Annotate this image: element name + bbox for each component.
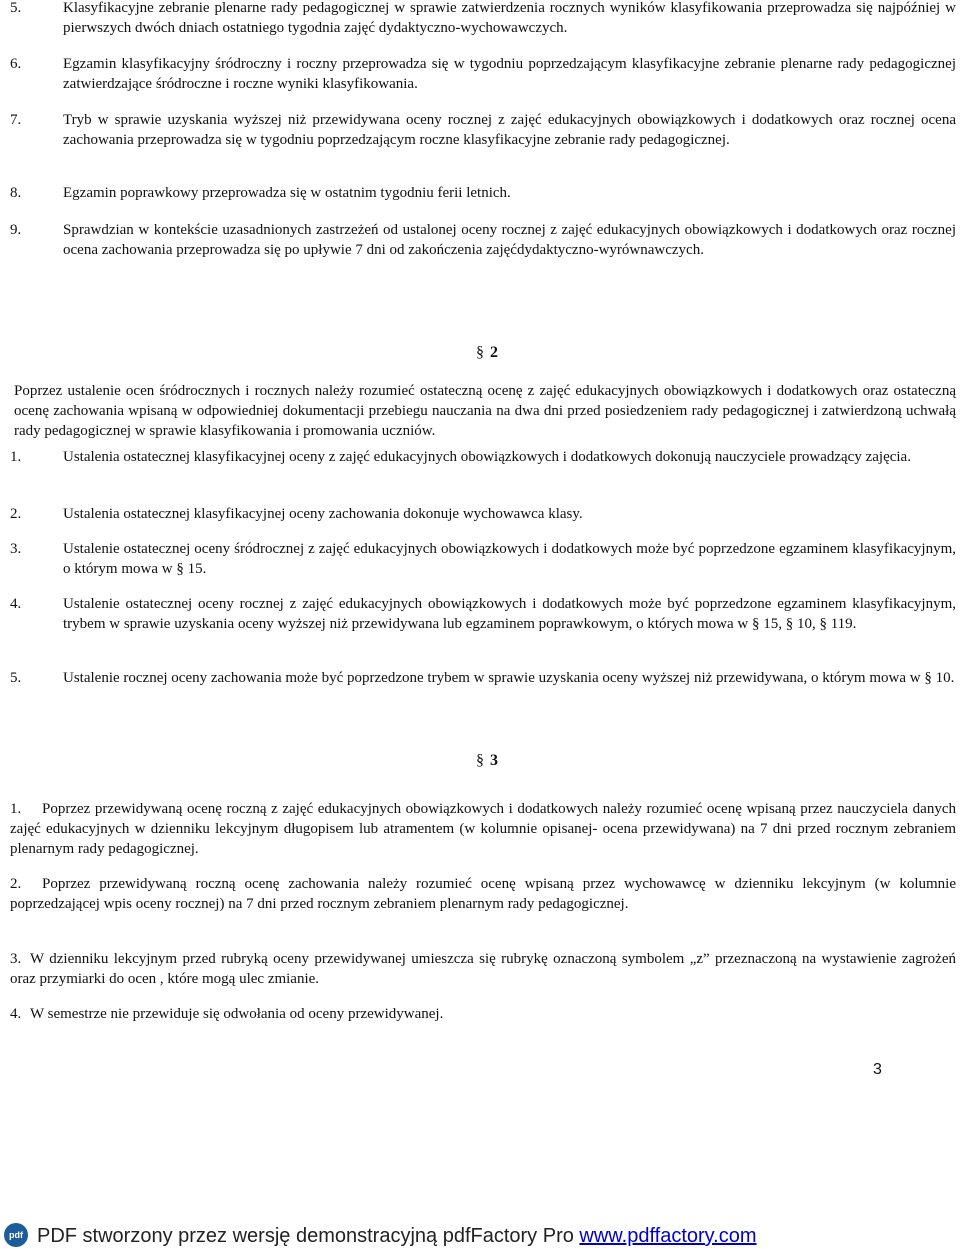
list-item <box>10 0 956 38</box>
list-item-number: 3. <box>10 541 22 557</box>
list-item-text: Poprzez przewidywaną ocenę roczną z zajęć edukacyjnych obowiązkowych i dodatkowych należy rozumieć ocenę wpisaną przez nauczyciela danych zajęć edukacyjnych w dzienniku lekcyjnym długopisem lub atramentem (w kolumnie opisanej- ocena przewidywana) na 7 dni przed rocznym zebraniem plenarnym rady pedagogicznej. <box>10 801 956 857</box>
list-item <box>10 110 956 150</box>
footer-label: PDF stworzony przez wersję demonstracyjną pdfFactory Pro <box>37 1225 580 1247</box>
section-symbol: § <box>476 344 484 361</box>
list-item <box>10 504 956 524</box>
section-intro: Poprzez ustalenie ocen śródrocznych i rocznych należy rozumieć ostateczną ocenę z zajęć edukacyjnych obowiązkowych i dodatkowych oraz ostateczną ocenę zachowania wpisaną w odpowiedniej dokumentacji przebiegu nauczania na dwa dni przed posiedzeniem rady pedagogicznej i zatwierdzoną uchwałą rady pedagogicznej w sprawie klasyfikowania i promowania uczniów. <box>14 383 956 439</box>
list-item-text: Klasyfikacyjne zebranie plenarne rady pedagogicznej w sprawie zatwierdzenia rocznych wyników klasyfikowania przeprowadza się najpóźniej w pierwszych dwóch dniach ostatniego tygodnia zajęć dydaktyczno-wychowawczych. <box>63 0 956 36</box>
list-item-number: 4. <box>10 1006 22 1022</box>
list-item-text: Egzamin poprawkowy przeprowadza się w ostatnim tygodniu ferii letnich. <box>63 185 511 201</box>
list-item <box>10 668 956 688</box>
footer-link[interactable]: www.pdffactory.com <box>579 1225 757 1247</box>
list-item-text: Ustalenie ostatecznej oceny śródrocznej z zajęć edukacyjnych obowiązkowych i dodatkowych może być poprzedzone egzaminem klasyfikacyjnym, o którym mowa w § 15. <box>63 541 956 577</box>
list-item <box>10 447 956 467</box>
list-item-text: W semestrze nie przewiduje się odwołania od oceny przewidywanej. <box>30 1006 444 1022</box>
list-item-number: 8. <box>10 185 22 201</box>
list-item-number: 1. <box>10 449 22 465</box>
list-item <box>10 594 956 634</box>
list-item-text: W dzienniku lekcyjnym przed rubryką oceny przewidywanej umieszcza się rubrykę oznaczoną symbolem „z” przeznaczoną na wystawienie zagrożeń oraz przymiarki do ocen , które mogą ulec zmianie. <box>10 951 956 987</box>
list-item <box>10 539 956 579</box>
list-item-text: Ustalenia ostatecznej klasyfikacyjnej oceny zachowania dokonuje wychowawca klasy. <box>63 506 583 522</box>
list-item-number: 6. <box>10 56 22 72</box>
list-item-text: Ustalenie rocznej oceny zachowania może być poprzedzone trybem w sprawie uzyskania oceny wyższej niż przewidywana, o którym mowa w § 10. <box>63 670 955 686</box>
page-number: 3 <box>873 1061 882 1078</box>
list-item-number: 2. <box>10 876 22 892</box>
list-item-number: 5. <box>10 670 22 686</box>
list-item <box>10 54 956 94</box>
list-item-text: Ustalenie ostatecznej oceny rocznej z zajęć edukacyjnych obowiązkowych i dodatkowych może być poprzedzone egzaminem klasyfikacyjnym, trybem w sprawie uzyskania oceny wyższej niż przewidywana lub egzaminem poprawkowym, o których mowa w § 15, § 10, § 119. <box>63 596 956 632</box>
list-item <box>10 874 956 914</box>
section-number: 3 <box>490 752 498 769</box>
list-item-number: 7. <box>10 112 22 128</box>
section-heading <box>476 344 498 362</box>
list-item-text: Sprawdzian w kontekście uzasadnionych zastrzeżeń od ustalonej oceny rocznej z zajęć edukacyjnych obowiązkowych i dodatkowych oraz rocznej ocena zachowania przeprowadza się po upływie 7 dni od zakończenia zajęćdydaktyczno-wyrównawczych. <box>63 222 956 258</box>
section-symbol: § <box>476 752 484 769</box>
list-item <box>10 183 956 203</box>
list-item-text: Poprzez przewidywaną roczną ocenę zachowania należy rozumieć ocenę wpisaną przez wychowawcę w dzienniku lekcyjnym (w kolumnie poprzedzającej wpis oceny rocznej) na 7 dni przed rocznym zebraniem plenarnym rady pedagogicznej. <box>10 876 956 912</box>
list-item-text: Tryb w sprawie uzyskania wyższej niż przewidywana oceny rocznej z zajęć edukacyjnych obowiązkowych i dodatkowych oraz rocznej ocena zachowania przeprowadza się w tygodniu poprzedzającym roczne klasyfikacyjne zebranie rady pedagogicznej. <box>63 112 956 148</box>
list-item-number: 3. <box>10 951 22 967</box>
pdffactory-logo-icon: pdf <box>4 1223 28 1247</box>
section-number: 2 <box>490 344 498 361</box>
list-item-number: 1. <box>10 801 22 817</box>
list-item <box>10 1004 956 1024</box>
list-item-number: 4. <box>10 596 22 612</box>
list-item <box>10 949 956 989</box>
footer-text <box>37 1225 757 1248</box>
list-item-number: 9. <box>10 222 22 238</box>
list-item-text: Egzamin klasyfikacyjny śródroczny i roczny przeprowadza się w tygodniu poprzedzającym klasyfikacyjne zebranie plenarne rady pedagogicznej zatwierdzające śródroczne i roczne wyniki klasyfikowania. <box>63 56 956 92</box>
list-item <box>10 220 956 260</box>
list-item-number: 2. <box>10 506 22 522</box>
list-item-number: 5. <box>10 0 22 16</box>
list-item <box>10 799 956 859</box>
section-heading <box>476 752 498 770</box>
list-item-text: Ustalenia ostatecznej klasyfikacyjnej oceny z zajęć edukacyjnych obowiązkowych i dodatkowych dokonują nauczyciele prowadzący zajęcia. <box>63 449 911 465</box>
pdf-footer <box>0 1222 960 1249</box>
